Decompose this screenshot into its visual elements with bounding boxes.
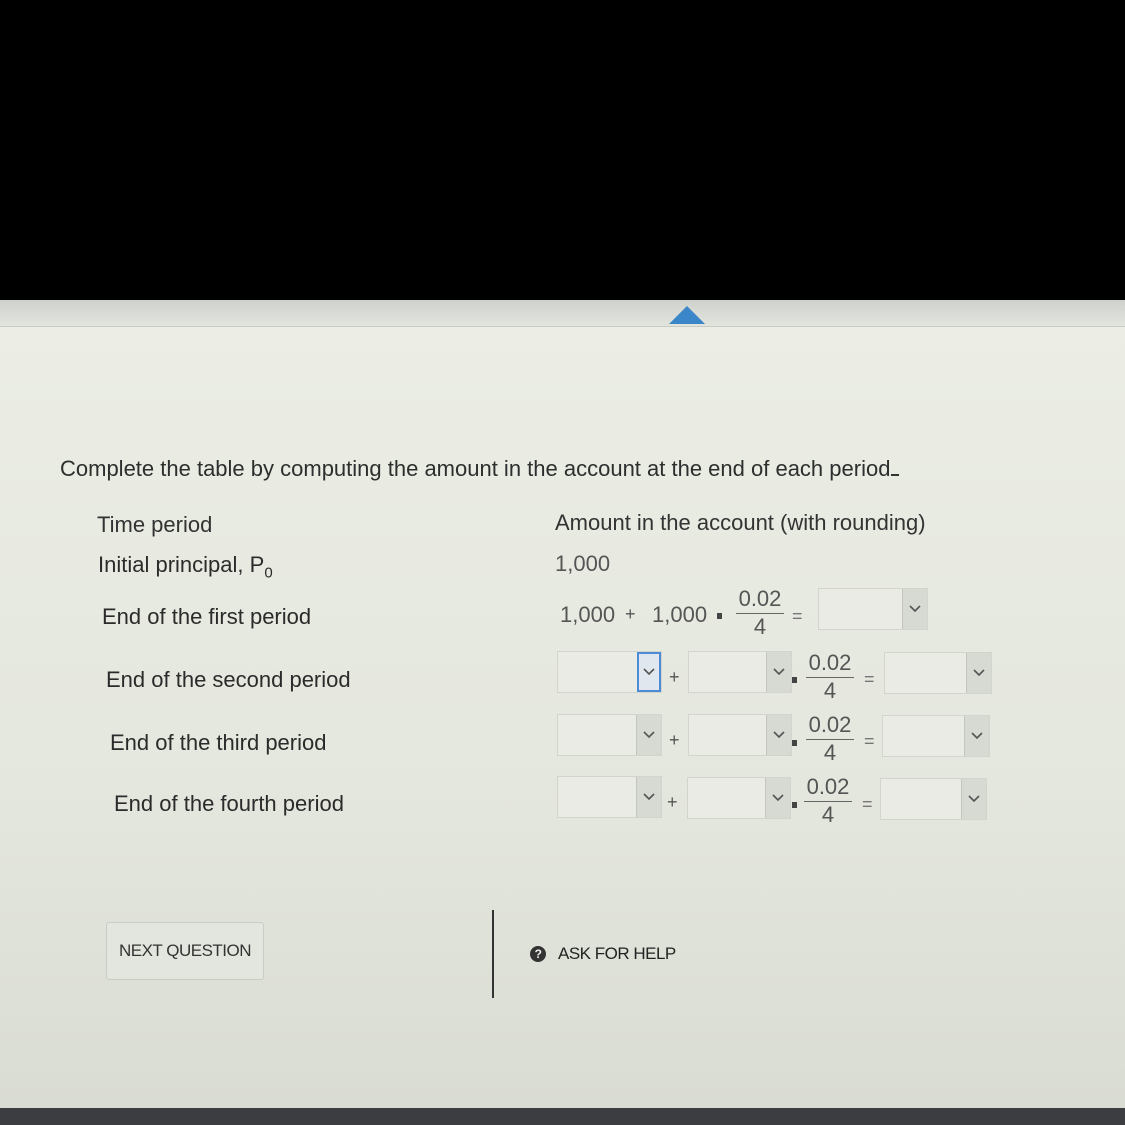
chevron-down-icon[interactable] [964,716,989,756]
fourth-period-b-dropdown[interactable] [687,777,791,819]
question-circle-icon: ? [530,946,546,962]
plus-sign: + [669,730,680,750]
rate-fraction: 0.02 4 [800,775,856,826]
chevron-down-icon[interactable] [765,778,790,818]
plus-sign: + [625,604,636,624]
instructions-text: Complete the table by computing the amount in the account at the end of each period [60,456,899,482]
chevron-down-icon[interactable] [902,589,927,629]
multiply-dot [792,802,797,808]
footer-divider [492,910,494,998]
rate-fraction: 0.02 4 [802,713,858,764]
chevron-down-icon[interactable] [636,715,661,755]
equals-sign: = [862,794,873,814]
initial-principal-label: Initial principal, $P_0$ [98,552,273,582]
rate-fraction: 0.02 4 [732,587,788,638]
row-label-first: End of the first period [102,604,312,629]
equals-sign: = [864,669,875,689]
next-question-button[interactable]: NEXT QUESTION [106,922,264,980]
row-label-fourth: End of the fourth period [114,791,344,816]
chevron-down-icon[interactable] [766,715,791,755]
ask-for-help-link[interactable] [530,944,676,964]
ask-for-help-label: ASK FOR HELP [558,944,676,963]
fourth-period-result-dropdown[interactable] [880,778,987,820]
chevron-down-icon[interactable] [637,652,661,692]
third-period-result-dropdown[interactable] [882,715,990,757]
first-period-result-dropdown[interactable] [818,588,928,630]
row-label-third: End of the third period [110,730,327,755]
third-period-b-dropdown[interactable] [688,714,792,756]
first-term-a: 1,000 [560,602,616,627]
question-panel [0,300,1125,1110]
column-header-amount: Amount in the account (with rounding) [555,510,926,535]
chevron-down-icon[interactable] [766,652,791,692]
multiply-dot [717,613,722,619]
bottom-bar [0,1108,1125,1125]
third-period-a-dropdown[interactable] [557,714,662,756]
fourth-period-a-dropdown[interactable] [557,776,662,818]
row-label-second: End of the second period [106,667,351,692]
multiply-dot [792,677,797,683]
equals-sign: = [792,606,803,626]
second-period-result-dropdown[interactable] [884,652,992,694]
triangle-up-icon[interactable] [669,306,705,324]
second-period-b-dropdown[interactable] [688,651,792,693]
equals-sign: = [864,731,875,751]
first-term-b: 1,000 [652,602,708,627]
initial-principal-value: 1,000 [555,551,611,576]
chevron-down-icon[interactable] [636,777,661,817]
chevron-down-icon[interactable] [961,779,986,819]
panel-header-strip [0,300,1125,327]
column-header-time: Time period [97,512,213,537]
rate-fraction: 0.02 4 [802,651,858,702]
second-period-a-dropdown[interactable] [557,651,662,693]
multiply-dot [792,740,797,746]
chevron-down-icon[interactable] [966,653,991,693]
plus-sign: + [669,667,680,687]
plus-sign: + [667,792,678,812]
